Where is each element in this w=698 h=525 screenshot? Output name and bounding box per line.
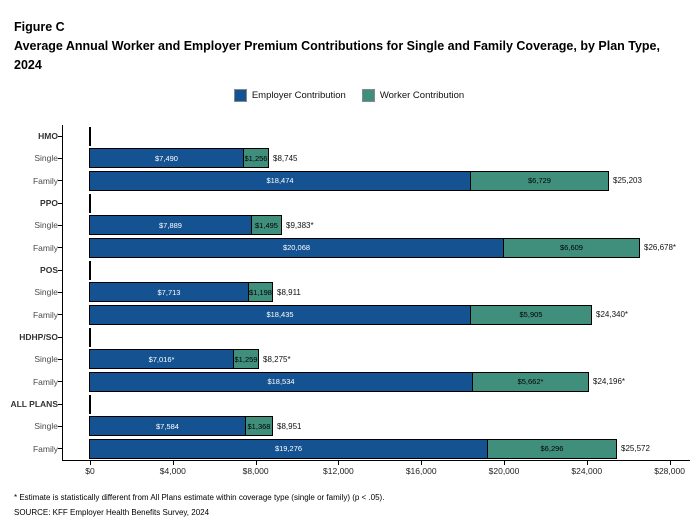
- row-plot: [62, 192, 698, 214]
- legend-item: [234, 89, 346, 102]
- total-value-label: $24,340*: [596, 310, 629, 320]
- footnote-asterisk: * Estimate is statistically different from All Plans estimate within coverage type (single or family) (p < .05).: [14, 493, 385, 502]
- plan-type-label: POS: [40, 265, 58, 276]
- coverage-label: Family: [32, 242, 58, 253]
- footnotes: [14, 490, 686, 520]
- plan-type-row: [0, 393, 698, 415]
- worker-contribution-bar: $1,495: [251, 215, 282, 235]
- worker-contribution-bar: $6,729: [470, 171, 609, 191]
- worker-contribution-bar: $5,905: [470, 305, 592, 325]
- coverage-row: [0, 214, 698, 236]
- x-tick-label: $16,000: [405, 466, 437, 476]
- plan-type-row: [0, 259, 698, 281]
- plan-type-row: [0, 192, 698, 214]
- x-tick: [338, 461, 339, 465]
- worker-contribution-bar: $1,256: [243, 148, 269, 168]
- coverage-label: Single: [34, 153, 58, 164]
- row-plot: [62, 214, 698, 236]
- x-tick-label: $12,000: [323, 466, 354, 476]
- total-value-label: $8,275*: [263, 354, 291, 364]
- employer-contribution-bar: $7,713: [89, 282, 249, 302]
- x-tick: [421, 461, 422, 465]
- total-value-label: $25,203: [613, 176, 642, 186]
- employer-contribution-bar: $18,534: [89, 372, 473, 392]
- row-plot: [62, 348, 698, 370]
- total-value-label: $8,911: [277, 287, 301, 297]
- total-value-label: $25,572: [621, 444, 650, 454]
- coverage-label: Single: [34, 354, 58, 365]
- coverage-label: Family: [32, 175, 58, 186]
- x-tick: [504, 461, 505, 465]
- worker-contribution-bar: $6,609: [503, 238, 640, 258]
- y-axis-line: [62, 125, 63, 461]
- employer-contribution-bar: $18,435: [89, 305, 471, 325]
- employer-contribution-bar: $7,584: [89, 416, 246, 436]
- employer-contribution-bar: $18,474: [89, 171, 471, 191]
- x-tick-label: $8,000: [242, 466, 269, 476]
- footnote-source: SOURCE: KFF Employer Health Benefits Survey, 2024: [14, 508, 210, 517]
- plan-type-label: PPO: [40, 198, 58, 209]
- plan-type-row: [0, 125, 698, 147]
- row-plot: [62, 147, 698, 169]
- coverage-label: Family: [32, 376, 58, 387]
- coverage-row: [0, 170, 698, 192]
- employer-legend-swatch: [234, 89, 247, 102]
- x-tick-label: $4,000: [159, 466, 186, 476]
- coverage-row: [0, 281, 698, 303]
- chart-title: Average Annual Worker and Employer Premium Contributions for Single and Family Coverage, by Plan Type, 2024: [14, 39, 660, 72]
- coverage-label: Family: [32, 309, 58, 320]
- coverage-row: [0, 147, 698, 169]
- employer-contribution-bar: $7,490: [89, 148, 244, 168]
- zero-baseline-mark: [89, 395, 91, 414]
- total-value-label: $26,678*: [644, 243, 677, 253]
- coverage-row: [0, 438, 698, 460]
- employer-contribution-bar: $7,016*: [89, 349, 234, 369]
- zero-baseline-mark: [89, 127, 91, 146]
- employer-contribution-bar: $20,068: [89, 238, 504, 258]
- row-plot: [62, 237, 698, 259]
- employer-contribution-bar: $7,889: [89, 215, 252, 235]
- x-tick: [90, 461, 91, 465]
- row-plot: [62, 371, 698, 393]
- x-tick: [173, 461, 174, 465]
- plan-type-row: [0, 326, 698, 348]
- coverage-row: [0, 304, 698, 326]
- x-tick-label: $28,000: [654, 466, 685, 476]
- x-axis-line: [62, 460, 690, 461]
- total-value-label: $9,383*: [286, 220, 314, 230]
- row-plot: [62, 415, 698, 437]
- total-value-label: $8,745: [273, 153, 298, 163]
- zero-baseline-mark: [89, 194, 91, 213]
- worker-contribution-bar: $6,296: [487, 439, 617, 459]
- row-plot: [62, 170, 698, 192]
- x-tick-label: $20,000: [488, 466, 520, 476]
- x-tick: [256, 461, 257, 465]
- zero-baseline-mark: [89, 328, 91, 347]
- employer-contribution-bar: $19,276: [89, 439, 488, 459]
- row-plot: [62, 326, 698, 348]
- legend-label: Worker Contribution: [379, 90, 465, 101]
- row-plot: [62, 304, 698, 326]
- x-tick: [587, 461, 588, 465]
- plan-type-label: HMO: [38, 131, 58, 142]
- bar-rows: [0, 125, 698, 460]
- total-value-label: $8,951: [277, 421, 302, 431]
- coverage-row: [0, 237, 698, 259]
- coverage-label: Single: [34, 220, 58, 231]
- plan-type-label: ALL PLANS: [10, 399, 58, 410]
- row-plot: [62, 125, 698, 147]
- row-plot: [62, 259, 698, 281]
- figure-label: Figure C: [14, 20, 65, 34]
- title-block: [14, 18, 686, 75]
- plan-type-label: HDHP/SO: [19, 332, 58, 343]
- coverage-label: Family: [32, 443, 58, 454]
- legend: [0, 89, 698, 102]
- legend-label: Employer Contribution: [251, 90, 346, 101]
- worker-contribution-bar: $1,198: [248, 282, 273, 302]
- row-plot: [62, 281, 698, 303]
- coverage-label: Single: [34, 421, 58, 432]
- zero-baseline-mark: [89, 261, 91, 280]
- coverage-row: [0, 348, 698, 370]
- coverage-row: [0, 415, 698, 437]
- worker-contribution-bar: $5,662*: [472, 372, 589, 392]
- x-tick: [670, 461, 671, 465]
- row-plot: [62, 438, 698, 460]
- x-tick-label: $24,000: [571, 466, 603, 476]
- chart-area: [0, 125, 698, 476]
- coverage-label: Single: [34, 287, 58, 298]
- worker-legend-swatch: [362, 89, 375, 102]
- row-plot: [62, 393, 698, 415]
- legend-item: [362, 89, 464, 102]
- coverage-row: [0, 371, 698, 393]
- total-value-label: $24,196*: [593, 377, 626, 387]
- x-tick-label: $0: [85, 466, 95, 476]
- worker-contribution-bar: $1,259: [233, 349, 259, 369]
- worker-contribution-bar: $1,368: [245, 416, 273, 436]
